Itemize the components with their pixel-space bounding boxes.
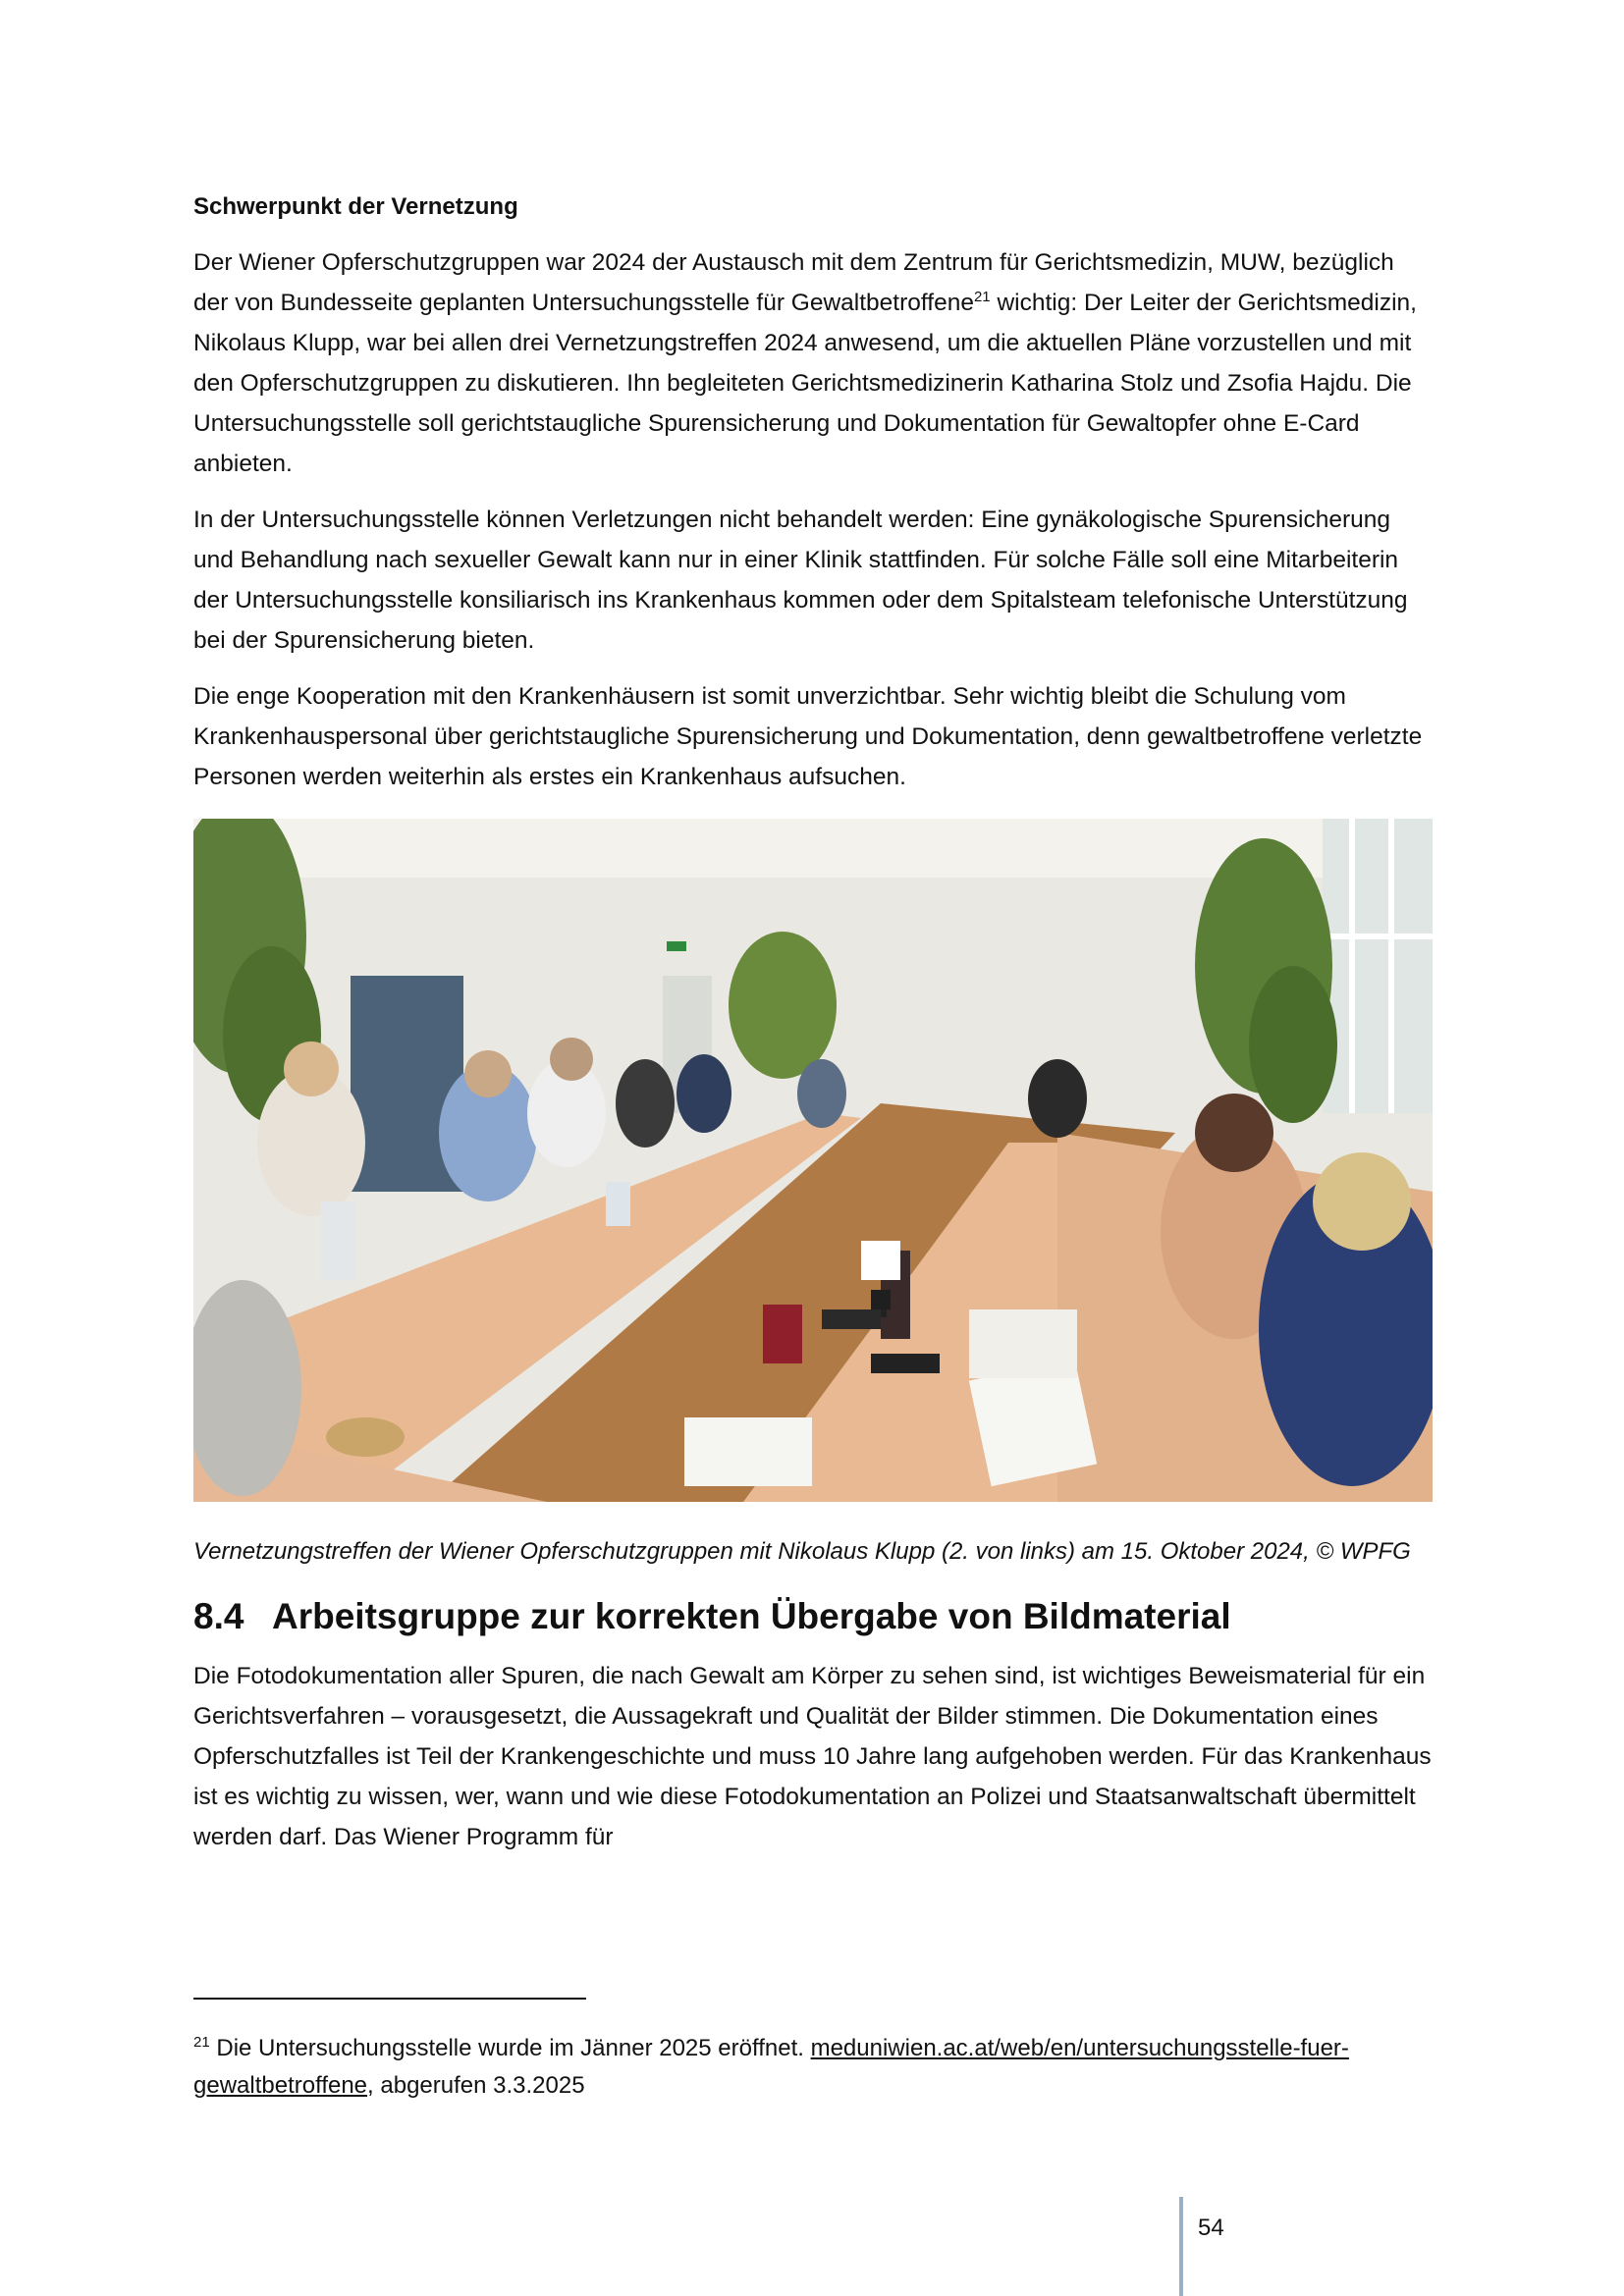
footnote-divider [193,1998,586,2000]
paragraph-1 [193,242,1433,484]
footnote-suffix: , abgerufen 3.3.2025 [367,2072,585,2099]
paragraph-3: Die enge Kooperation mit den Krankenhäusern ist somit unverzichtbar. Sehr wichtig bleibt die Schulung vom Krankenhauspersonal über gerichtstaugliche Spurensicherung und Dokumentation, denn gewaltbetroffene verletzte Personen werden weiterhin als erstes ein Krankenhaus aufsuchen. [193,683,1423,790]
subheading: Schwerpunkt der Vernetzung [193,193,518,220]
photo-caption: Vernetzungstreffen der Wiener Opferschutzgruppen mit Nikolaus Klupp (2. von links) am 15. Oktober 2024, © WPFG [193,1538,1411,1565]
section-heading [193,1593,1433,1640]
paragraph-4: Die Fotodokumentation aller Spuren, die nach Gewalt am Körper zu sehen sind, ist wichtiges Beweismaterial für ein Gerichtsverfahren – vorausgesetzt, die Aussagekraft und Qualität der Bilder stimmen. Die Dokumentation eines Opferschutzfalles ist Teil der Krankengeschichte und muss 10 Jahre lang aufgehoben werden. Für das Krankenhaus ist es wichtig zu wissen, wer, wann und wie diese Fotodokumentation an Polizei und Staatsanwaltschaft übermittelt werden darf. Das Wiener Programm für [193,1663,1432,1850]
page-body [193,191,1433,1873]
footnote-text: Die Untersuchungsstelle wurde im Jänner 2025 eröffnet. [209,2035,811,2061]
paragraph-2: In der Untersuchungsstelle können Verletzungen nicht behandelt werden: Eine gynäkologische Spurensicherung und Behandlung nach sexueller Gewalt kann nur in einer Klinik stattfinden. Für solche Fälle soll eine Mitarbeiterin der Untersuchungsstelle konsiliarisch ins Krankenhaus kommen oder dem Spitalsteam telefonische Unterstützung bei der Spurensicherung bieten. [193,507,1408,654]
footnote-reference[interactable]: 21 [973,288,991,305]
paragraph-1-text: Der Wiener Opferschutzgruppen war 2024 der Austausch mit dem Zentrum für Gerichtsmedizin, MUW, bezüglich der von Bundesseite geplanten Untersuchungsstelle für Gewaltbetroffene [193,249,1394,316]
footnote [193,2030,1433,2105]
footnote-marker: 21 [193,2034,210,2051]
paragraph-1-text-continued: wichtig: Der Leiter der Gerichtsmedizin, Nikolaus Klupp, war bei allen drei Vernetzungstreffen 2024 anwesend, um die aktuellen Pläne vorzustellen und mit den Opferschutzgruppen zu diskutieren. Ihn begleiteten Gerichtsmedizinerin Katharina Stolz und Zsofia Hajdu. Die Untersuchungsstelle soll gerichtstaugliche Spurensicherung und Dokumentation für Gewaltopfer ohne E-Card anbieten. [193,290,1417,477]
section-number: 8.4 [193,1596,244,1636]
footnote-link[interactable]: meduniwien.ac.at/web/en/untersuchungsstelle-fuer-gewaltbetroffene [193,2035,1349,2099]
page-number: 54 [1198,2215,1224,2241]
page-number-bar [1179,2197,1183,2296]
section-title: Arbeitsgruppe zur korrekten Übergabe von Bildmaterial [272,1596,1231,1636]
meeting-photo [193,819,1433,1502]
